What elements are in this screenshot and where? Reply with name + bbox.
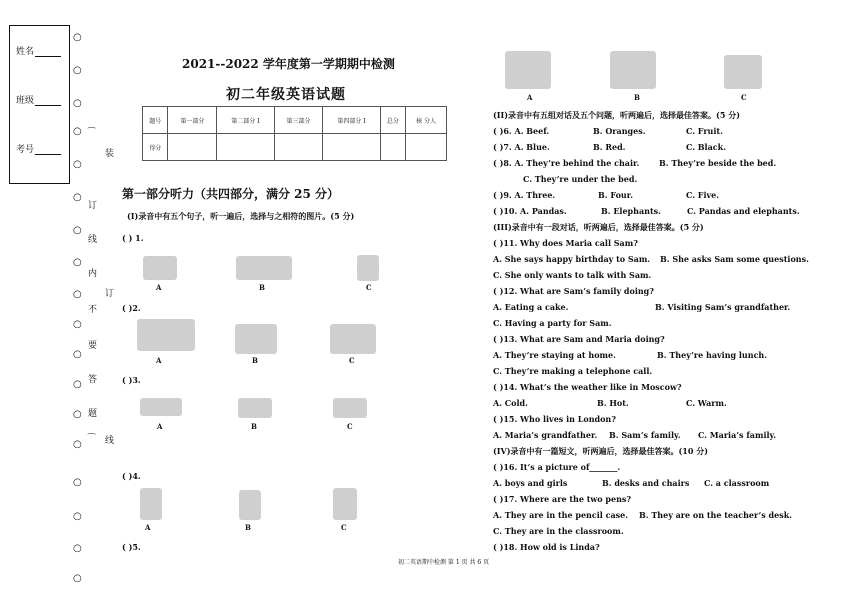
part1-heading: 第一部分听力（共四部分，满分 25 分） xyxy=(122,187,340,201)
page-footer: 初二英语期中检测 第 1 页 共 6 页 xyxy=(398,559,490,566)
option-c-label: C xyxy=(366,283,372,292)
binding-char: 答 xyxy=(88,375,98,385)
binding-dash: ⁀ xyxy=(88,128,96,138)
question-16-option-a: A. boys and girls xyxy=(493,478,568,488)
question-14-stem: ( )14. What’s the weather like in Moscow? xyxy=(493,382,682,392)
binding-char: 订 xyxy=(88,201,98,211)
question-13-option-b: B. They’re having lunch. xyxy=(657,350,768,360)
binding-char: 不 xyxy=(88,305,98,315)
option-a-label: A xyxy=(156,283,162,292)
question-14-option-a: A. Cold. xyxy=(493,398,528,408)
option-a-label: A xyxy=(157,422,163,431)
option-b-label: B xyxy=(251,422,257,431)
binding-circle: ○ xyxy=(73,159,82,170)
binding-char: 装 xyxy=(105,149,115,159)
binding-circle: ○ xyxy=(73,349,82,360)
question-17-stem: ( )17. Where are the two pens? xyxy=(493,494,632,504)
question-16-stem: ( )16. It’s a picture of_______. xyxy=(493,462,621,472)
question-15-option-a: A. Maria’s grandfather. xyxy=(493,430,598,440)
question-17-option-b: B. They are on the teacher’s desk. xyxy=(639,510,793,520)
option-c-label: C xyxy=(341,523,347,532)
score-cell: 第三部分 xyxy=(274,107,323,134)
binding-circle: ○ xyxy=(73,289,82,300)
option-c-label: C xyxy=(741,93,747,102)
question-7-option-c: C. Black. xyxy=(686,142,726,152)
question-13-option-a: A. They’re staying at home. xyxy=(493,350,616,360)
question-11-stem: ( )11. Why does Maria call Sam? xyxy=(493,238,638,248)
question-9-stem: ( )9. A. Three. xyxy=(493,190,556,200)
name-field[interactable] xyxy=(16,44,61,57)
section4-instruction: (IV)录音中有一篇短文，听两遍后，选择最佳答案。(10 分) xyxy=(493,446,709,456)
question-4-picture-a xyxy=(140,488,162,520)
score-cell: 得分 xyxy=(143,134,168,161)
question-15-option-c: C. Maria’s family. xyxy=(698,430,777,440)
section1-instruction: (I)录音中有五个句子，听一遍后，选择与之相符的图片。(5 分) xyxy=(127,211,355,221)
question-8-stem: ( )8. A. They’re behind the chair. xyxy=(493,158,640,168)
question-9-option-b: B. Four. xyxy=(598,190,633,200)
question-14-option-c: C. Warm. xyxy=(686,398,727,408)
binding-circle: ○ xyxy=(73,511,82,522)
binding-circle: ○ xyxy=(73,439,82,450)
exam-number-field[interactable] xyxy=(16,142,61,155)
score-cell: 第二部分 I xyxy=(217,107,274,134)
score-input-cell[interactable] xyxy=(380,134,405,161)
question-2-picture-b xyxy=(235,324,277,354)
option-b-label: B xyxy=(259,283,265,292)
class-label: 班级 xyxy=(16,96,35,106)
binding-char: 订 xyxy=(105,289,115,299)
question-12-option-b: B. Visiting Sam’s grandfather. xyxy=(655,302,791,312)
question-3-mark: ( )3. xyxy=(122,375,141,385)
class-field[interactable] xyxy=(16,93,61,106)
question-7-stem: ( )7. A. Blue. xyxy=(493,142,550,152)
exam-number-label: 考号 xyxy=(16,145,35,155)
question-16-option-c: C. a classroom xyxy=(704,478,770,488)
score-cell: 题号 xyxy=(143,107,168,134)
question-6-option-b: B. Oranges. xyxy=(593,126,646,136)
question-1-picture-a xyxy=(143,256,177,280)
question-18-stem: ( )18. How old is Linda? xyxy=(493,542,600,552)
question-5-mark: ( )5. xyxy=(122,542,141,552)
question-1-picture-c xyxy=(357,255,379,281)
section2-instruction: (II)录音中有五组对话及五个问题，听两遍后，选择最佳答案。(5 分) xyxy=(493,110,740,120)
option-b-label: B xyxy=(252,356,258,365)
question-8-option-c: C. They’re under the bed. xyxy=(523,174,638,184)
question-10-stem: ( )10. A. Pandas. xyxy=(493,206,567,216)
score-cell: 核 分人 xyxy=(406,107,447,134)
question-12-option-c: C. Having a party for Sam. xyxy=(493,318,612,328)
question-17-option-c: C. They are in the classroom. xyxy=(493,526,624,536)
binding-circle: ○ xyxy=(73,573,82,584)
question-14-option-b: B. Hot. xyxy=(597,398,629,408)
binding-char: 内 xyxy=(88,269,98,279)
question-2-picture-c xyxy=(330,324,376,354)
question-4-picture-c xyxy=(333,488,357,520)
question-2-mark: ( )2. xyxy=(122,303,141,313)
score-input-cell[interactable] xyxy=(406,134,447,161)
binding-char: 要 xyxy=(88,341,98,351)
question-15-option-b: B. Sam’s family. xyxy=(609,430,681,440)
question-6-stem: ( )6. A. Beef. xyxy=(493,126,550,136)
binding-char: 线 xyxy=(105,436,115,446)
question-11-option-b: B. She asks Sam some questions. xyxy=(660,254,809,264)
binding-dash: ⁀ xyxy=(88,434,96,444)
question-10-option-b: B. Elephants. xyxy=(601,206,661,216)
question-17-option-a: A. They are in the pencil case. xyxy=(493,510,629,520)
option-b-label: B xyxy=(634,93,640,102)
binding-circle: ○ xyxy=(73,32,82,43)
exam-title: 初二年级英语试题 xyxy=(226,87,346,103)
score-cell: 第一部分 xyxy=(168,107,217,134)
binding-circle: ○ xyxy=(73,192,82,203)
score-input-cell[interactable] xyxy=(168,134,217,161)
question-4-picture-b xyxy=(239,490,261,520)
question-11-option-c: C. She only wants to talk with Sam. xyxy=(493,270,652,280)
score-input-cell[interactable] xyxy=(274,134,323,161)
question-5-picture-b xyxy=(610,51,656,89)
binding-circle: ○ xyxy=(73,319,82,330)
binding-circle: ○ xyxy=(73,257,82,268)
question-9-option-c: C. Five. xyxy=(686,190,720,200)
option-a-label: A xyxy=(145,523,151,532)
question-12-stem: ( )12. What are Sam’s family doing? xyxy=(493,286,654,296)
question-4-mark: ( )4. xyxy=(122,471,141,481)
option-b-label: B xyxy=(245,523,251,532)
score-table-header-row xyxy=(143,107,447,134)
binding-circle: ○ xyxy=(73,543,82,554)
exam-term-title: 2021--2022 学年度第一学期期中检测 xyxy=(182,57,395,71)
question-15-stem: ( )15. Who lives in London? xyxy=(493,414,616,424)
question-3-picture-a xyxy=(140,398,182,416)
binding-char: 线 xyxy=(88,235,98,245)
question-11-option-a: A. She says happy birthday to Sam. xyxy=(493,254,651,264)
question-7-option-b: B. Red. xyxy=(593,142,626,152)
name-label: 姓名 xyxy=(16,47,35,57)
score-cell: 总分 xyxy=(380,107,405,134)
question-10-option-c: C. Pandas and elephants. xyxy=(687,206,800,216)
option-c-label: C xyxy=(347,422,353,431)
question-16-option-b: B. desks and chairs xyxy=(602,478,690,488)
question-3-picture-b xyxy=(238,398,272,418)
option-a-label: A xyxy=(527,93,533,102)
question-13-option-c: C. They’re making a telephone call. xyxy=(493,366,653,376)
question-13-stem: ( )13. What are Sam and Maria doing? xyxy=(493,334,665,344)
binding-circle: ○ xyxy=(73,225,82,236)
section3-instruction: (III)录音中有一段对话，听两遍后，选择最佳答案。(5 分) xyxy=(493,222,704,232)
binding-circle: ○ xyxy=(73,126,82,137)
question-5-picture-a xyxy=(505,51,551,89)
binding-circle: ○ xyxy=(73,379,82,390)
score-cell: 第四部分 I xyxy=(323,107,380,134)
question-6-option-c: C. Fruit. xyxy=(686,126,723,136)
question-12-option-a: A. Eating a cake. xyxy=(493,302,569,312)
binding-circle: ○ xyxy=(73,409,82,420)
score-table-score-row xyxy=(143,134,447,161)
binding-char: 题 xyxy=(88,409,98,419)
option-c-label: C xyxy=(349,356,355,365)
question-1-mark: ( ) 1. xyxy=(122,233,144,243)
question-8-option-b: B. They’re beside the bed. xyxy=(659,158,777,168)
question-1-picture-b xyxy=(236,256,292,280)
binding-circle: ○ xyxy=(73,65,82,76)
option-a-label: A xyxy=(156,356,162,365)
score-input-cell[interactable] xyxy=(323,134,380,161)
question-3-picture-c xyxy=(333,398,367,418)
binding-circle: ○ xyxy=(73,98,82,109)
question-2-picture-a xyxy=(137,319,195,351)
score-table xyxy=(142,106,447,161)
binding-circle: ○ xyxy=(73,477,82,488)
question-5-picture-c xyxy=(724,55,762,89)
score-input-cell[interactable] xyxy=(217,134,274,161)
